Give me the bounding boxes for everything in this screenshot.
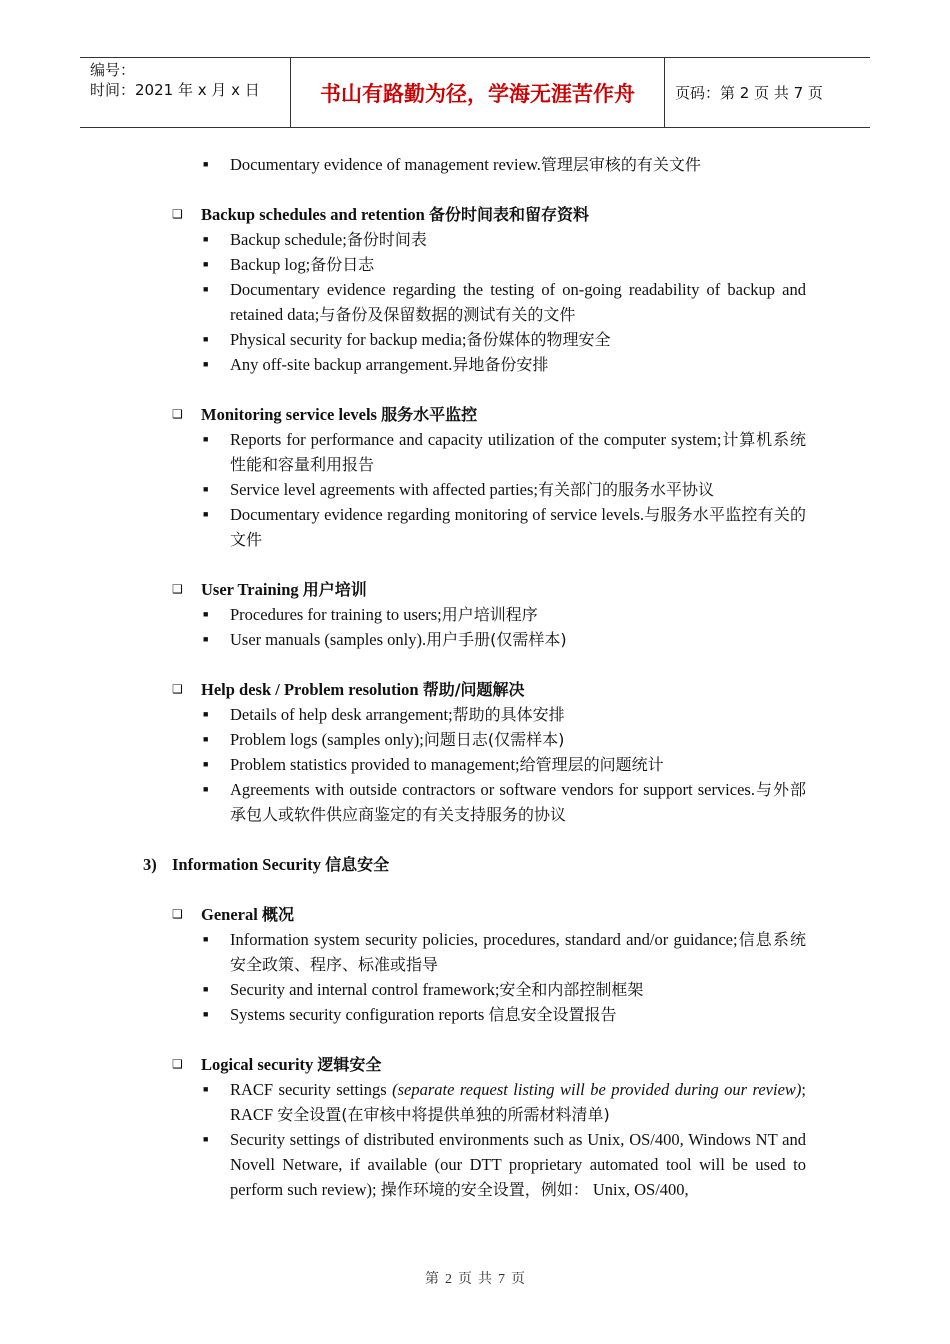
item-text-zh: 与外部承包人或软件供应商鉴定的有关支持服务的协议 <box>230 780 806 824</box>
heading-text-en: Backup schedules and retention <box>201 205 429 224</box>
item-text-en: Documentary evidence regarding the testing of on-going readability of backup and retained data; <box>230 280 806 324</box>
item-text-zh: 给管理层的问题统计 <box>519 755 664 774</box>
item-text-zh: 帮助的具体安排 <box>452 705 565 724</box>
list-item <box>0 152 950 177</box>
item-text-en: Security and internal control framework; <box>230 980 500 999</box>
item-text-en: Information system security policies, procedures, standard and/or guidance; <box>230 930 738 949</box>
item-text-en: Systems security configuration reports <box>230 1005 489 1024</box>
checkbox-icon: ❑ <box>172 682 183 696</box>
header-motto: 书山有路勤为径，学海无涯苦作舟 <box>291 58 665 127</box>
item-text-zh: 与备份及保留数据的测试有关的文件 <box>319 305 576 324</box>
item-text-zh: 用户培训程序 <box>441 605 538 624</box>
list-item <box>0 352 950 377</box>
heading-text-zh: 帮助/问题解决 <box>422 680 525 699</box>
bullet-icon: ■ <box>203 784 209 794</box>
item-text-en: RACF security settings <box>230 1080 393 1099</box>
list-item <box>0 252 950 277</box>
page-footer <box>0 1268 950 1288</box>
document-date: 时间：2021 年 x 月 x 日 <box>90 81 260 99</box>
list-item <box>0 477 950 502</box>
section-number: 3) <box>143 855 157 874</box>
item-text-en: Backup log; <box>230 255 311 274</box>
bullet-icon: ■ <box>203 1009 209 1019</box>
bullet-icon: ■ <box>203 934 209 944</box>
item-text-en: Details of help desk arrangement; <box>230 705 453 724</box>
list-item <box>0 777 950 827</box>
list-item <box>0 427 950 477</box>
list-item <box>0 502 950 552</box>
bullet-icon: ■ <box>203 1084 209 1094</box>
item-text-en: Problem logs (samples only); <box>230 730 424 749</box>
section-heading-general <box>0 902 950 927</box>
heading-text-en: Monitoring service levels <box>201 405 382 424</box>
list-item <box>0 277 950 327</box>
heading-text-zh: 服务水平监控 <box>381 405 478 424</box>
checkbox-icon: ❑ <box>172 907 183 921</box>
list-item <box>0 627 950 652</box>
item-text-en: Agreements with outside contractors or software vendors for support services. <box>230 780 755 799</box>
item-text-en: Security settings of distributed environments such as Unix, OS/400, Windows NT and Novell Netware, if available (our DTT proprietary automated tool will be used to perform such review); <box>230 1130 806 1199</box>
item-text-zh: 与服务水平监控有关的文件 <box>230 505 806 549</box>
section-heading-training <box>0 577 950 602</box>
item-text-zh: 信息安全设置报告 <box>488 1005 617 1024</box>
item-text-en: Documentary evidence of management review. <box>230 155 541 174</box>
page-header <box>80 57 870 128</box>
list-item <box>0 1127 950 1202</box>
list-item <box>0 977 950 1002</box>
bullet-icon: ■ <box>203 1134 209 1144</box>
item-text-zh: 信息系统安全政策、程序、标准或指导 <box>230 930 806 974</box>
footer-text: 共 <box>478 1272 492 1287</box>
heading-text-zh: 用户培训 <box>302 580 367 599</box>
bullet-icon: ■ <box>203 334 209 344</box>
heading-text-en: Logical security <box>201 1055 318 1074</box>
item-text-zh: 异地备份安排 <box>452 355 549 374</box>
checkbox-icon: ❑ <box>172 1057 183 1071</box>
item-text-en: ; RACF <box>230 1080 806 1124</box>
item-text-en: Physical security for backup media; <box>230 330 467 349</box>
heading-text-en: Help desk / Problem resolution <box>201 680 423 699</box>
item-text-italic: (separate request listing will be provided during our review) <box>392 1080 802 1099</box>
bullet-icon: ■ <box>203 159 209 169</box>
item-text-zh: 安全和内部控制框架 <box>499 980 644 999</box>
list-item <box>0 927 950 977</box>
item-text-en: Reports for performance and capacity utilization of the computer system; <box>230 430 722 449</box>
bullet-icon: ■ <box>203 234 209 244</box>
bullet-icon: ■ <box>203 259 209 269</box>
heading-text-en: General <box>201 905 262 924</box>
bullet-icon: ■ <box>203 634 209 644</box>
document-body <box>0 152 950 1202</box>
bullet-icon: ■ <box>203 709 209 719</box>
footer-page-number: 2 <box>445 1272 452 1287</box>
bullet-icon: ■ <box>203 609 209 619</box>
footer-total-pages: 7 <box>498 1272 505 1287</box>
section-heading-helpdesk <box>0 677 950 702</box>
document-number-label: 编号： <box>90 61 136 79</box>
header-page-info: 页码：第 2 页 共 7 页 <box>675 84 823 102</box>
list-item <box>0 702 950 727</box>
item-text-en: Backup schedule; <box>230 230 347 249</box>
item-text-en: Unix, OS/400, <box>588 1180 689 1199</box>
item-text-en: Service level agreements with affected parties; <box>230 480 539 499</box>
checkbox-icon: ❑ <box>172 582 183 596</box>
list-item <box>0 602 950 627</box>
bullet-icon: ■ <box>203 759 209 769</box>
item-text-en: Problem statistics provided to management; <box>230 755 520 774</box>
list-item <box>0 1077 950 1127</box>
bullet-icon: ■ <box>203 359 209 369</box>
list-item <box>0 1002 950 1027</box>
list-item <box>0 727 950 752</box>
item-text-en: Procedures for training to users; <box>230 605 442 624</box>
checkbox-icon: ❑ <box>172 407 183 421</box>
item-text-zh: 有关部门的服务水平协议 <box>538 480 715 499</box>
footer-text: 第 <box>425 1272 439 1287</box>
bullet-icon: ■ <box>203 434 209 444</box>
section-heading-backup <box>0 202 950 227</box>
bullet-icon: ■ <box>203 509 209 519</box>
footer-text: 页 <box>511 1272 525 1287</box>
section-heading-information-security <box>0 852 950 877</box>
item-text-zh: 操作环境的安全设置，例如： <box>380 1180 589 1199</box>
item-text-zh: 备份媒体的物理安全 <box>466 330 611 349</box>
heading-text-zh: 备份时间表和留存资料 <box>429 205 590 224</box>
section-heading-monitoring <box>0 402 950 427</box>
item-text-zh: 备份日志 <box>310 255 375 274</box>
bullet-icon: ■ <box>203 284 209 294</box>
item-text-zh: 安全设置(在审核中将提供单独的所需材料清单) <box>277 1105 610 1124</box>
item-text-zh: 计算机系统性能和容量利用报告 <box>230 430 806 474</box>
header-meta <box>80 58 291 127</box>
bullet-icon: ■ <box>203 984 209 994</box>
footer-text: 页 <box>458 1272 472 1287</box>
item-text-en: Documentary evidence regarding monitoring of service levels. <box>230 505 644 524</box>
item-text-zh: 问题日志(仅需样本) <box>423 730 565 749</box>
bullet-icon: ■ <box>203 484 209 494</box>
item-text-zh: 管理层审核的有关文件 <box>540 155 701 174</box>
item-text-zh: 备份时间表 <box>346 230 427 249</box>
heading-text-zh: 概况 <box>261 905 294 924</box>
section-heading-logical-security <box>0 1052 950 1077</box>
item-text-en: User manuals (samples only). <box>230 630 427 649</box>
list-item <box>0 227 950 252</box>
heading-text-zh: 逻辑安全 <box>317 1055 382 1074</box>
list-item <box>0 752 950 777</box>
bullet-icon: ■ <box>203 734 209 744</box>
heading-text-en: Information Security <box>172 855 326 874</box>
heading-text-zh: 信息安全 <box>325 855 390 874</box>
item-text-en: Any off-site backup arrangement. <box>230 355 453 374</box>
checkbox-icon: ❑ <box>172 207 183 221</box>
heading-text-en: User Training <box>201 580 303 599</box>
list-item <box>0 327 950 352</box>
item-text-zh: 用户手册(仅需样本) <box>426 630 567 649</box>
